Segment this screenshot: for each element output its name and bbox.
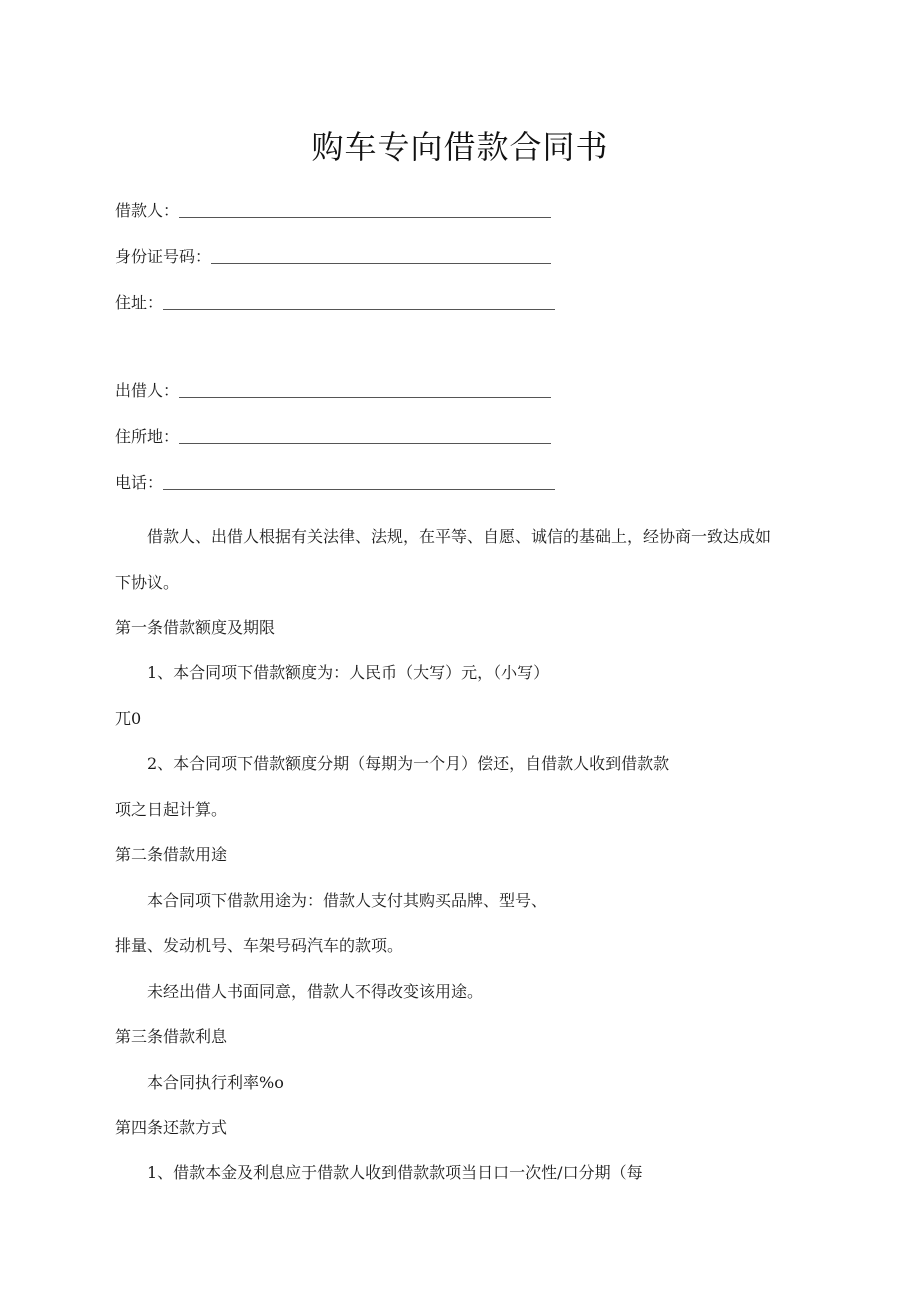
lender-address-row — [115, 425, 551, 447]
article-1-item-2-line-1: 2、本合同项下借款额度分期（每期为一个月）偿还，自借款人收到借款款 — [147, 754, 670, 773]
borrower-name-row — [115, 199, 551, 221]
article-1-item-2-line-2: 项之日起计算。 — [115, 800, 228, 819]
lender-name-row — [115, 379, 551, 401]
borrower-name-blank[interactable] — [179, 217, 551, 218]
article-1-heading: 第一条借款额度及期限 — [115, 618, 276, 637]
article-3-heading: 第三条借款利息 — [115, 1027, 228, 1046]
lender-name-blank[interactable] — [179, 397, 551, 398]
article-3-text: 本合同执行利率%o — [147, 1073, 284, 1092]
borrower-name-label: 借款人： — [115, 201, 180, 220]
preamble-line-1: 借款人、出借人根据有关法律、法规，在平等、自愿、诚信的基础上，经协商一致达成如 — [147, 527, 772, 546]
lender-phone-label: 电话： — [115, 473, 164, 492]
article-4-item-1-line-1: 1、借款本金及利息应于借款人收到借款款项当日口一次性/口分期（每 — [147, 1163, 643, 1182]
lender-phone-row — [115, 471, 555, 493]
borrower-id-label: 身份证号码： — [115, 247, 212, 266]
article-2-heading: 第二条借款用途 — [115, 845, 228, 864]
article-1-item-1-line-1: 1、本合同项下借款额度为：人民币（大写）元，（小写） — [147, 663, 550, 682]
preamble-line-2: 下协议。 — [115, 573, 180, 592]
borrower-id-blank[interactable] — [211, 263, 551, 264]
borrower-address-blank[interactable] — [163, 309, 555, 310]
article-2-para-2: 未经出借人书面同意，借款人不得改变该用途。 — [147, 982, 484, 1001]
lender-address-blank[interactable] — [179, 443, 551, 444]
lender-name-label: 出借人： — [115, 381, 180, 400]
article-2-para-1-line-2: 排量、发动机号、车架号码汽车的款项。 — [115, 936, 404, 955]
article-2-para-1-line-1: 本合同项下借款用途为：借款人支付其购买品牌、型号、 — [147, 891, 548, 910]
borrower-address-label: 住址： — [115, 293, 164, 312]
lender-address-label: 住所地： — [115, 427, 180, 446]
article-1-item-1-line-2: 兀0 — [115, 709, 142, 728]
document-title: 购车专向借款合同书 — [311, 128, 609, 166]
borrower-id-row — [115, 245, 551, 267]
lender-phone-blank[interactable] — [163, 489, 555, 490]
borrower-address-row — [115, 291, 555, 313]
article-4-heading: 第四条还款方式 — [115, 1118, 228, 1137]
